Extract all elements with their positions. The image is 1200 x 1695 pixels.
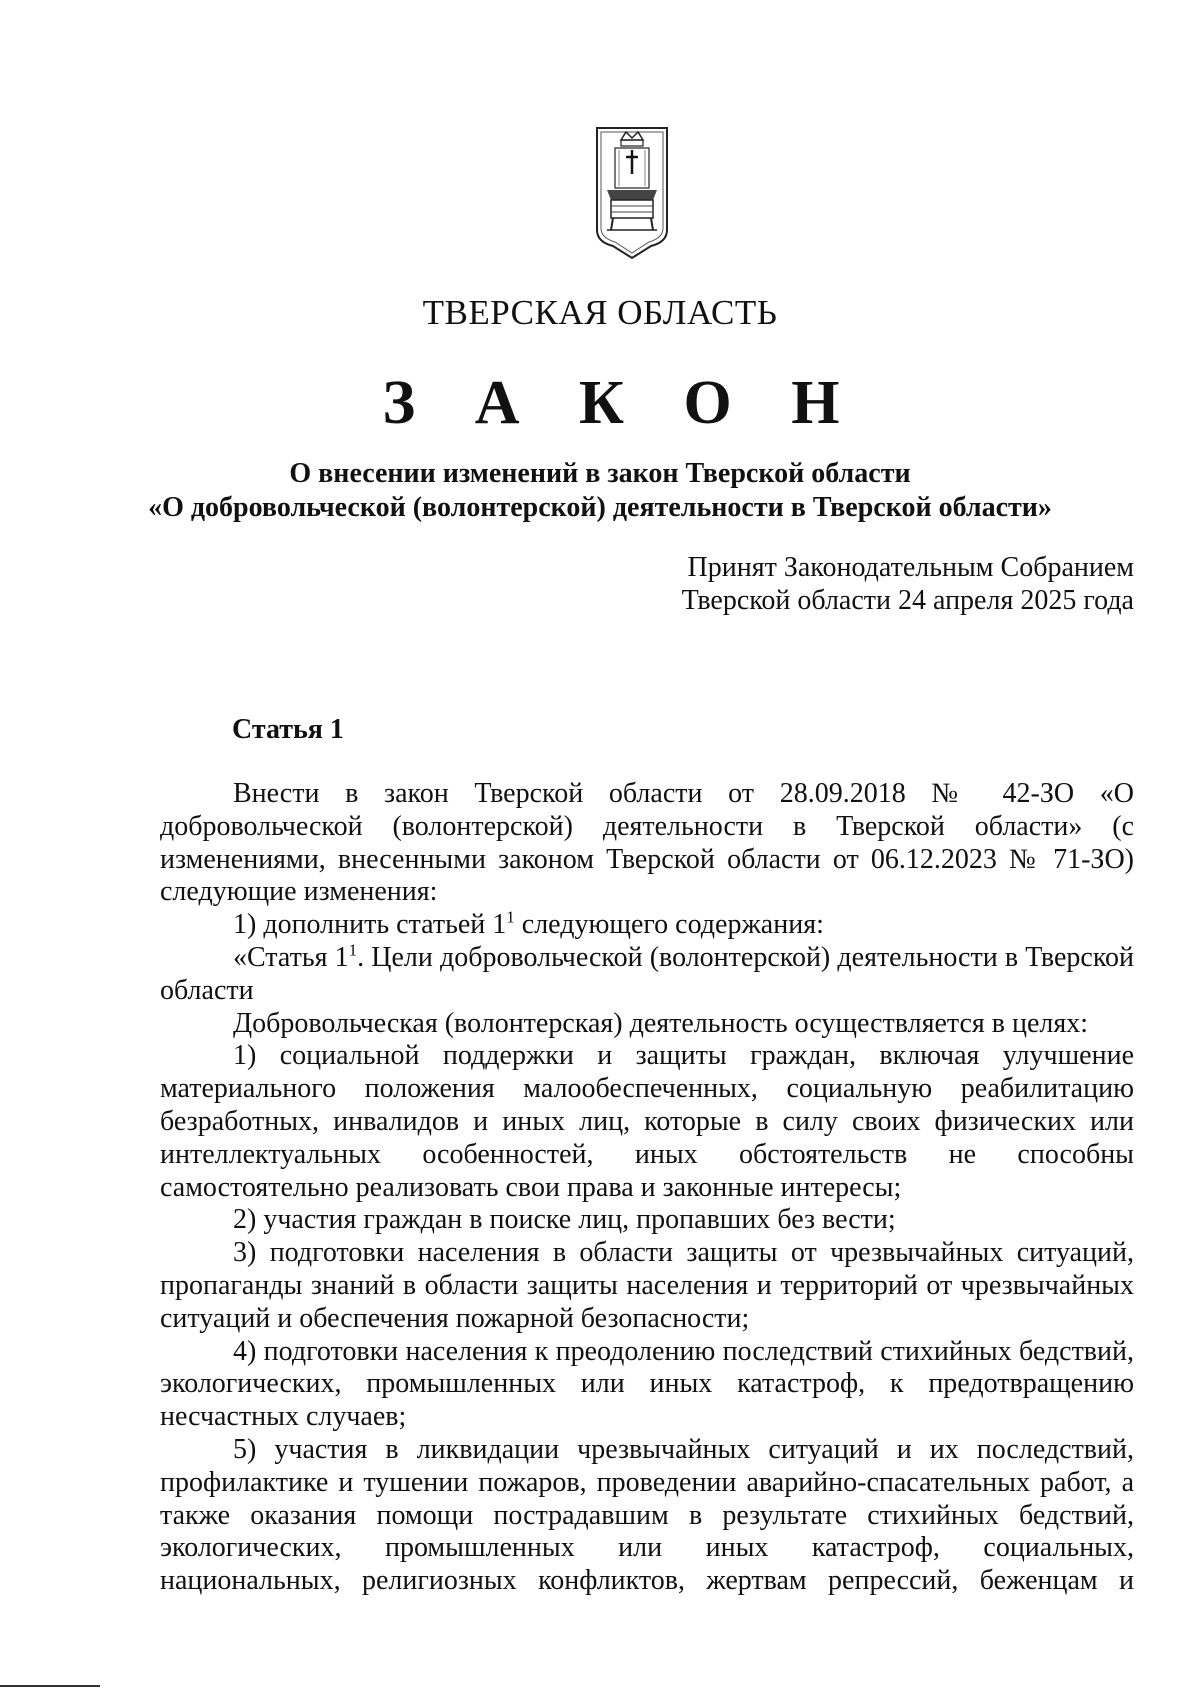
- article-heading: Статья 1: [232, 714, 344, 745]
- scan-edge-line: [0, 1685, 100, 1687]
- goal-item-3: 3) подготовки населения в области защиты от чрезвычайных ситуаций, пропаганды знаний в области защиты населения и территорий от чрезвычайных ситуаций и обеспечения пожарной безопасности;: [160, 1237, 1134, 1334]
- law-title-line-1: О внесении изменений в закон Тверской области: [289, 458, 911, 489]
- article-body: [160, 778, 1134, 1598]
- article-intro-paragraph: Внести в закон Тверской области от 28.09.2018 № 42-ЗО «О добровольческой (волонтерской) деятельности в Тверской области» (с изменениями, внесенными законом Тверской области от 06.12.2023 № 71-ЗО) следующие изменения:: [160, 778, 1134, 908]
- amendment-item-1: [160, 909, 1134, 942]
- goal-item-2: 2) участия граждан в поиске лиц, пропавших без вести;: [233, 1204, 896, 1236]
- new-article-heading: [160, 942, 1134, 1008]
- adoption-note-line-2: Тверской области 24 апреля 2025 года: [681, 585, 1134, 616]
- tver-coat-of-arms-emblem: [593, 126, 671, 260]
- document-type-heading: З А К О Н: [382, 369, 862, 437]
- goal-item-5: 5) участия в ликвидации чрезвычайных ситуаций и их последствий, профилактике и тушении пожаров, проведении аварийно-спасательных работ, а также оказания помощи пострадавшим в результате стихийных бедствий, экологических, промышленных или иных катастроф, социальных, национальных, религиозных конфликтов, жертвам репрессий, беженцам и: [160, 1433, 1134, 1597]
- amendment-item-1-text: 1) дополнить статьей 1: [233, 909, 507, 941]
- region-name: ТВЕРСКАЯ ОБЛАСТЬ: [422, 293, 778, 332]
- goal-item-1: 1) социальной поддержки и защиты граждан, включая улучшение материального положения малообеспеченных, социальную реабилитацию безработных, инвалидов и иных лиц, которые в силу своих физических или интеллектуальных особенностей, иных обстоятельств не способны самостоятельно реализовать свои права и законные интересы;: [160, 1040, 1134, 1203]
- goals-intro-paragraph: Добровольческая (волонтерская) деятельность осуществляется в целях:: [233, 1007, 1089, 1039]
- amendment-item-1-suffix: следующего содержания:: [514, 909, 824, 941]
- superscript: 1: [348, 940, 358, 960]
- adoption-note-line-1: Принят Законодательным Собранием: [687, 552, 1134, 583]
- goal-item-4: 4) подготовки населения к преодолению последствий стихийных бедствий, экологических, промышленных или иных катастроф, к предотвращению несчастных случаев;: [160, 1335, 1134, 1433]
- new-article-heading-text: «Статья 1: [233, 941, 349, 973]
- superscript: 1: [506, 907, 515, 927]
- law-title-line-2: «О добровольческой (волонтерской) деятельности в Тверской области»: [148, 492, 1052, 523]
- new-article-heading-suffix: . Цели добровольческой (волонтерской) деятельности в Тверской области: [160, 941, 1134, 1006]
